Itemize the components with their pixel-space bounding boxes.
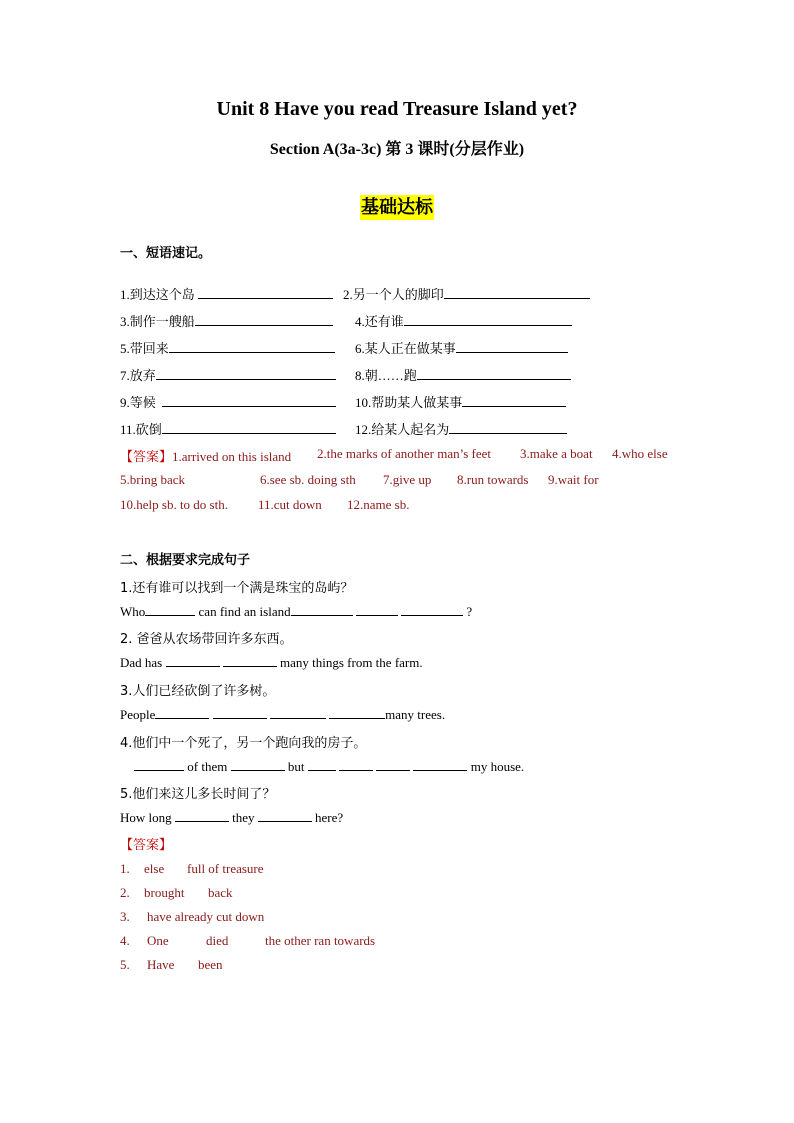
- phrase-item-9: 9.等候: [120, 392, 336, 411]
- part2-answer-5b: been: [198, 957, 223, 972]
- part1-answer-8: 8.run towards: [457, 472, 529, 487]
- question-1-chinese: 1.还有谁可以找到一个满是珠宝的岛屿？: [120, 581, 354, 596]
- highlight-label: 基础达标: [361, 197, 433, 218]
- part1-answer-10: 10.help sb. to do sth.: [120, 497, 228, 512]
- part2-answer-3a: have already cut down: [147, 909, 265, 924]
- question-5-chinese: 5.他们来这儿多长时间了？: [120, 787, 276, 802]
- phrase-item-12: 12.给某人起名为: [355, 419, 567, 438]
- part2-answer-4-number: 4.: [120, 933, 130, 948]
- part2-answer-4c: the other ran towards: [265, 933, 376, 948]
- part1-answer-6: 6.see sb. doing sth: [260, 472, 356, 487]
- part1-answer-5: 5.bring back: [120, 472, 185, 487]
- phrase-item-6: 6.某人正在做某事: [355, 338, 568, 357]
- question-3-english: People many trees.: [120, 707, 446, 722]
- phrase-item-11: 11.砍倒: [120, 419, 336, 438]
- phrase-item-2: 2.另一个人的脚印: [343, 284, 590, 303]
- part1-answer-11: 11.cut down: [258, 497, 322, 512]
- part1-answer-12: 12.name sb.: [347, 497, 410, 512]
- part1-answer-3: 3.make a boat: [520, 446, 593, 461]
- part2-answer-5-number: 5.: [120, 957, 130, 972]
- document-title: Unit 8 Have you read Treasure Island yet?: [216, 98, 578, 120]
- phrase-item-3: 3.制作一艘船: [120, 311, 333, 330]
- phrase-item-5: 5.带回来: [120, 338, 335, 357]
- question-1-english: Who can find an island ?: [120, 604, 473, 619]
- question-4-english: of them but my house.: [134, 758, 524, 775]
- part1-heading: 一、短语速记。: [120, 246, 212, 261]
- part2-answer-1a: else: [144, 861, 165, 876]
- part1-answer-4: 4.who else: [612, 446, 668, 461]
- phrase-item-1: 1.到达这个岛: [120, 284, 333, 303]
- part2-answer-4b: died: [206, 933, 229, 948]
- phrase-item-10: 10.帮助某人做某事: [355, 392, 566, 411]
- part2-answer-label: 【答案】: [120, 838, 173, 853]
- part2-answer-4a: One: [147, 933, 169, 948]
- phrase-item-7: 7.放弃: [120, 365, 336, 384]
- phrase-item-8: 8.朝……跑: [355, 365, 571, 384]
- part1-answer-9: 9.wait for: [548, 472, 599, 487]
- level-heading: [0, 193, 794, 219]
- phrase-item-4: 4.还有谁: [355, 311, 572, 330]
- part1-answer-2: 2.the marks of another man’s feet: [317, 446, 491, 461]
- question-3-chinese: 3.人们已经砍倒了许多树。: [120, 684, 276, 699]
- part1-answers-line1: 【答案】1.arrived on this island: [120, 449, 292, 465]
- part2-answer-2b: back: [208, 885, 233, 900]
- part1-answer-7: 7.give up: [383, 472, 432, 487]
- question-4-chinese: 4.他们中一个死了，另一个跑向我的房子。: [120, 736, 367, 751]
- question-2-english: Dad has many things from the farm.: [120, 655, 423, 670]
- part2-answer-1b: full of treasure: [187, 861, 264, 876]
- part2-answer-2a: brought: [144, 885, 185, 900]
- part2-answer-1-number: 1.: [120, 861, 130, 876]
- part2-answer-3-number: 3.: [120, 909, 130, 924]
- question-5-english: How long they here?: [120, 810, 344, 825]
- part2-answer-5a: Have: [147, 957, 175, 972]
- part2-answer-2-number: 2.: [120, 885, 130, 900]
- document-subtitle: Section A(3a-3c) 第 3 课时(分层作业): [269, 141, 525, 158]
- question-2-chinese: 2. 爸爸从农场带回许多东西。: [120, 632, 293, 647]
- part2-heading: 二、根据要求完成句子: [120, 553, 251, 568]
